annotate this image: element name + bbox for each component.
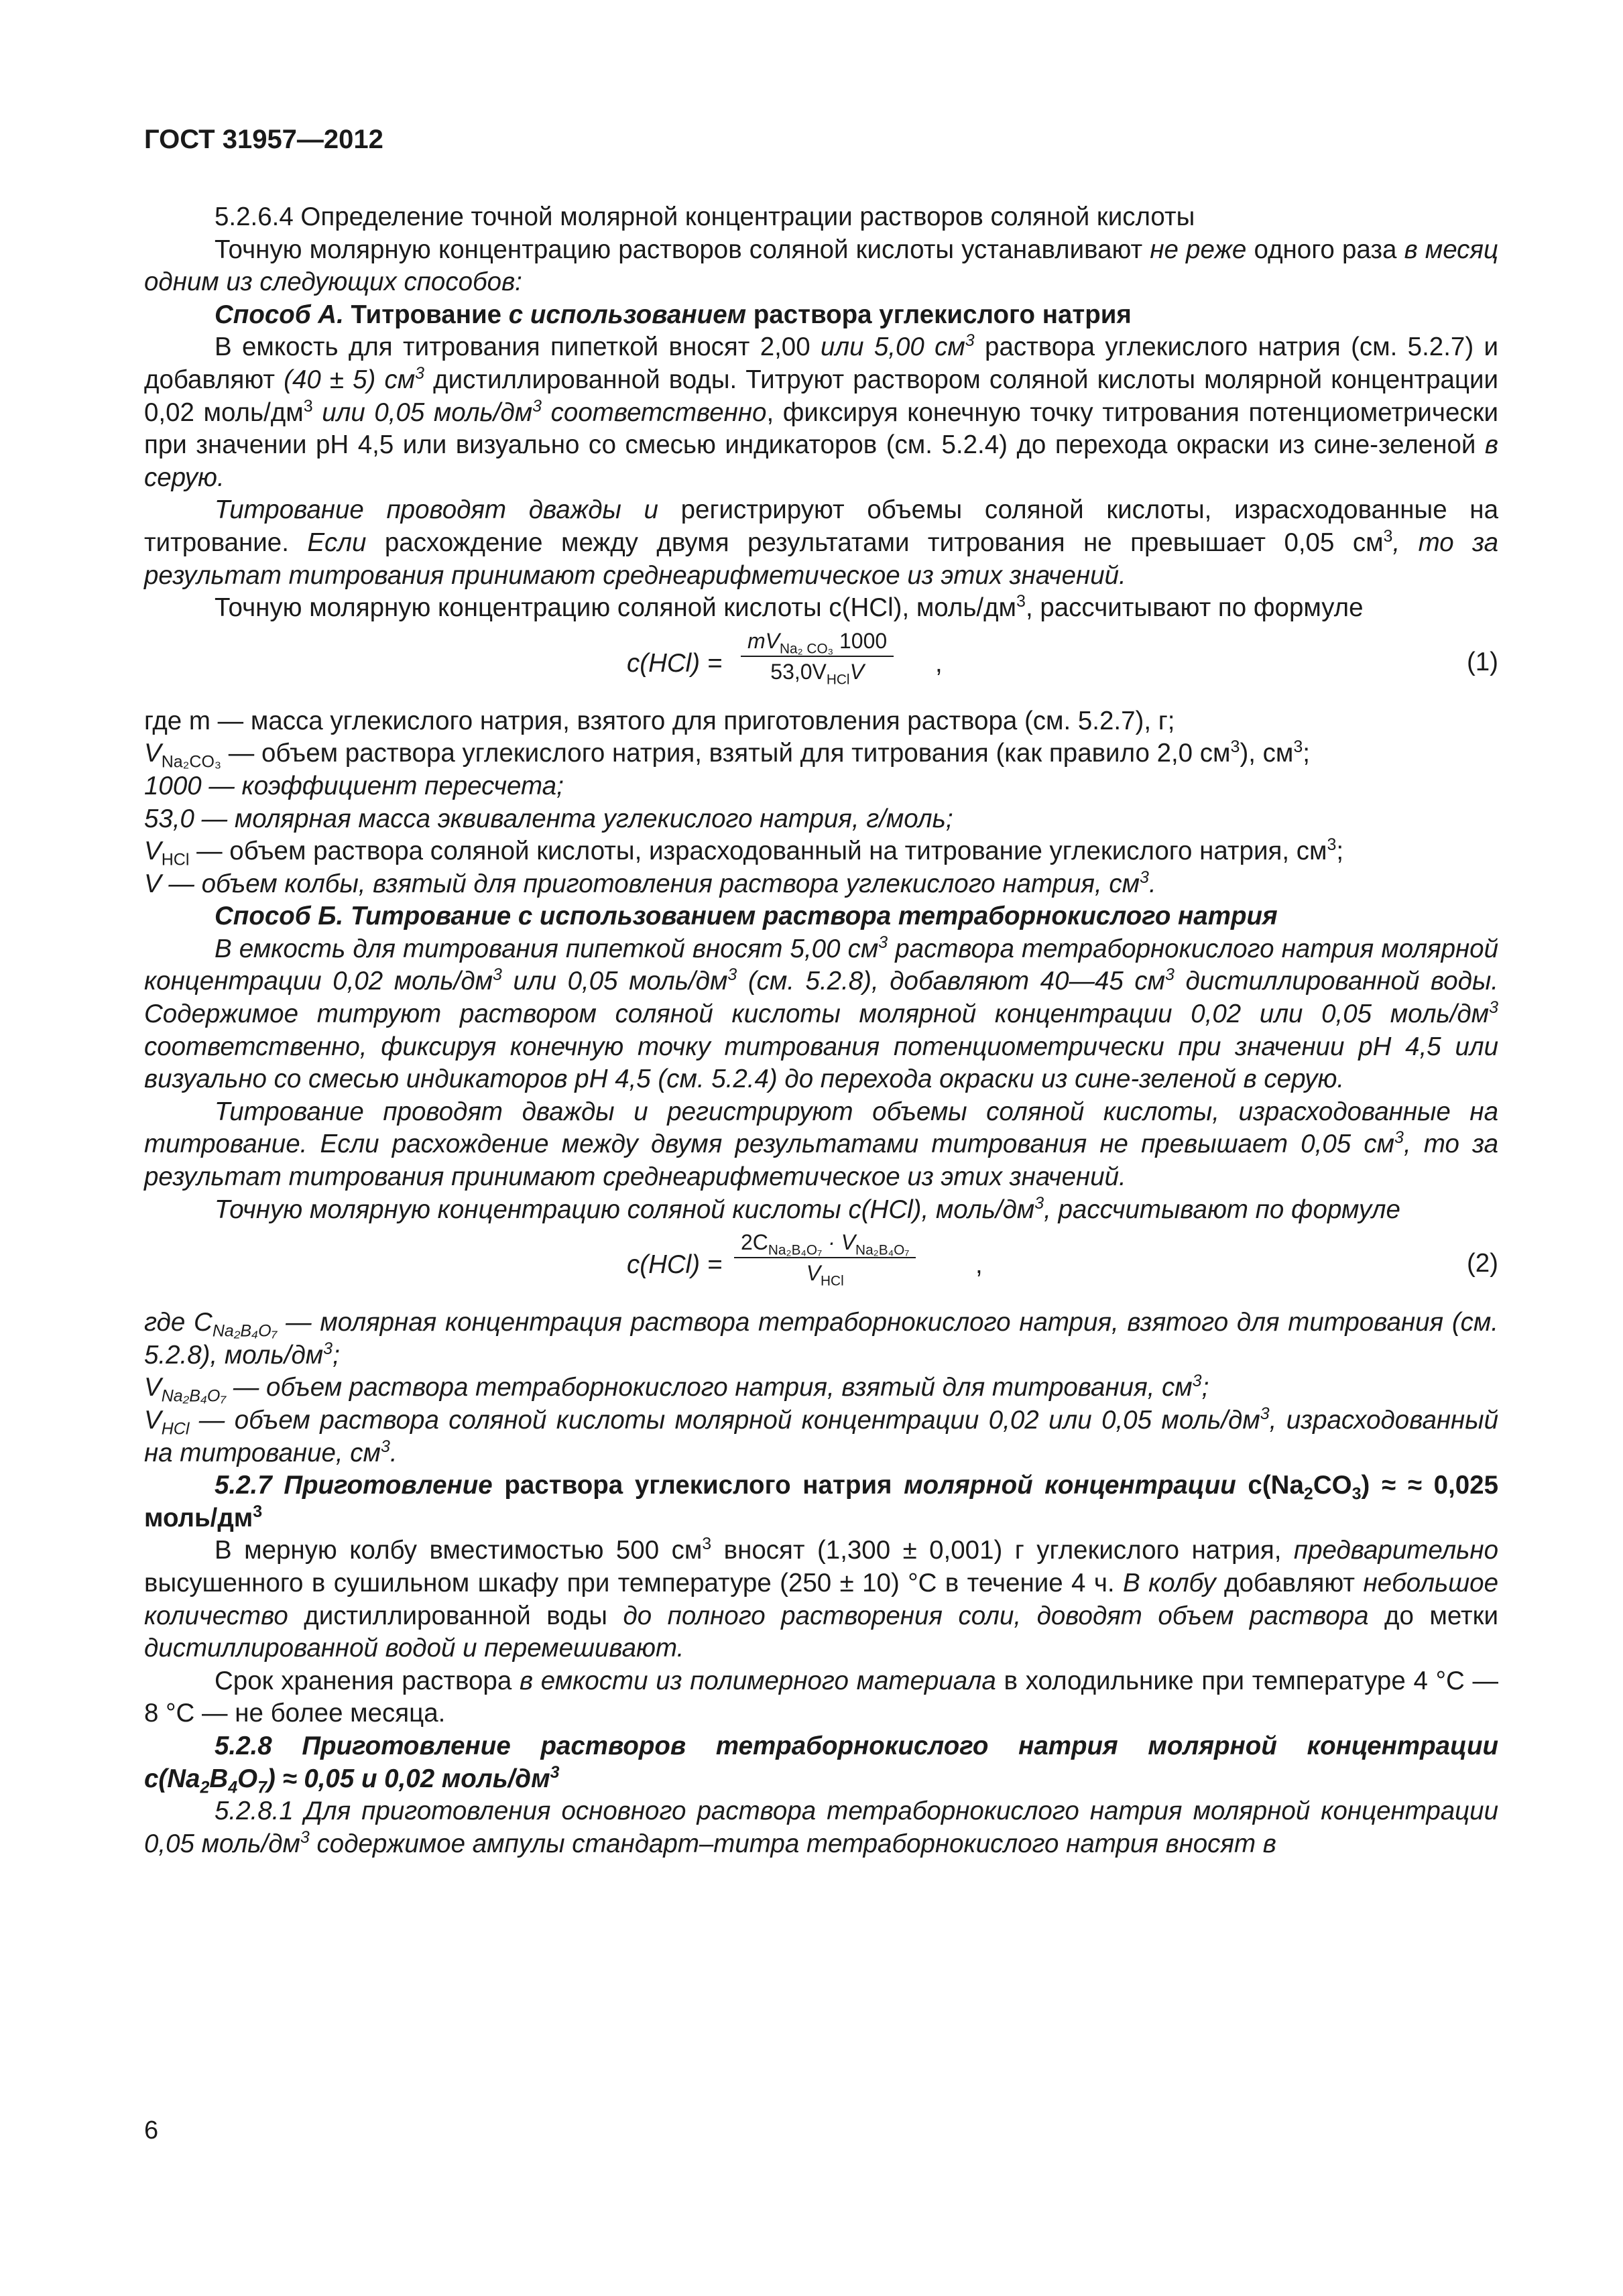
method-a-title: Способ А. Титрование с использованием раствора углекислого натрия (215, 300, 1132, 329)
where-v: V — объем колбы, взятый для приготовления раствора углекислого натрия, $см^3$. (144, 867, 1156, 898)
method-b-title: Способ Б. Титрование с использованием раствора тетраборнокислого натрия (215, 902, 1278, 931)
formula-1-number: (1) (1466, 647, 1498, 676)
formula-2-number: (2) (1466, 1249, 1498, 1278)
document-body (144, 201, 1498, 1860)
where-vhcl-2: $V_{HCl}$ — объем раствора соляной кислоты молярной концентрации 0,02 или 0,05 моль/$дм^3$, израсходованный на титрование, $см^3$. (144, 1404, 1498, 1467)
page-number: 6 (144, 2116, 159, 2144)
method-a-procedure: В емкость для титрования пипеткой вносят 2,00 или 5,00 $см^3$ раствора углекислого натрия (см. 5.2.7) и добавляют (40 ± 5) $см^3$ дистиллированной воды. Титруют раствором соляной кислоты молярной концентрации 0,02 моль/$дм^3$ или 0,05 моль/$дм^3$ соответственно, фиксируя конечную точку титрования потенциометрически при значении рН 4,5 или визуально со смесью индикаторов (см. 5.2.4) до перехода окраски из сине-зеленой в серую. (144, 331, 1498, 492)
where-53: 53,0 — молярная масса эквивалента углекислого натрия, г/моль; (144, 804, 953, 833)
section-5281: 5.2.8.1 Для приготовления основного раствора тетраборнокислого натрия молярной концентрации 0,05 моль/$дм^3$ содержимое ампулы стандарт–титра тетраборнокислого натрия вносят в (144, 1797, 1498, 1858)
formula-1-fraction: $mV_{Na_2 CO_3}$ 1000 $53,0V_{HCl}V$ (741, 626, 894, 686)
where-vhcl: $V_{HCl}$ — объем раствора соляной кислоты, израсходованный на титрование углекислого натрия, $см^3$; (144, 835, 1344, 869)
formula-2-lhs: c(HCl) = (627, 1250, 723, 1280)
where-vna2b4o7: $V_{Na_2B_4O_7}$ — объем раствора тетраборнокислого натрия, взятый для титрования, $см^3$; (144, 1372, 1209, 1406)
paragraph-intro: Точную молярную концентрацию растворов соляной кислоты устанавливают не реже одного раза в месяц одним из следующих способов: (144, 235, 1499, 297)
section-527-title: 5.2.7 Приготовление раствора углекислого натрия молярной концентрации $c(Na_2CO_3)$ ≈ ≈ 0,025 моль/$дм^3$ (144, 1471, 1498, 1532)
method-a-formula-intro: Точную молярную концентрацию соляной кислоты c(HCl), моль/$дм^3$, рассчитывают по формуле (215, 592, 1364, 623)
method-b-repeat: Титрование проводят дважды и регистрируют объемы соляной кислоты, израсходованные на титрование. Если расхождение между двумя результатами титрования не превышает 0,05 $см^3$, то за результат титрования принимают среднеарифметическое из этих значений. (144, 1097, 1498, 1192)
formula-1-lhs: c(HCl) = (627, 648, 723, 678)
where-cna2b4o7: где $C_{Na_2B_4O_7}$ — молярная концентрация раствора тетраборнокислого натрия, взятого для титрования (см. 5.2.8), моль/$дм^3$; (144, 1308, 1498, 1370)
formula-1: c(HCl) = $mV_{Na_2 CO_3}$ 1000 $53,0V_{HCl}V$ , (1) (144, 625, 1498, 705)
method-b-procedure: В емкость для титрования пипеткой вносят 5,00 $см^3$ раствора тетраборнокислого натрия молярной концентрации 0,02 моль/$дм^3$ или 0,05 моль/$дм^3$ (см. 5.2.8), добавляют 40—45 $см^3$ дистиллированной воды. Содержимое титруют раствором соляной кислоты молярной концентрации 0,02 или 0,05 моль/$дм^3$ соответственно, фиксируя конечную точку титрования потенциометрически при значении рН 4,5 или визуально со смесью индикаторов рН 4,5 (см. 5.2.4) до перехода окраски из сине-зеленой в серую. (144, 933, 1498, 1094)
section-527-storage: Срок хранения раствора в емкости из полимерного материала в холодильнике при температуре 4 °С —8 °С — не более месяца. (144, 1666, 1499, 1728)
document-header: ГОСТ 31957—2012 (144, 125, 383, 154)
formula-2-fraction: $2C_{Na_2B_4O_7} \cdot V_{Na_2B_4O_7}$ $V_{HCl}$ (734, 1227, 916, 1288)
method-b-formula-intro: Точную молярную концентрацию соляной кислоты c(HCl), моль/$дм^3$, рассчитывают по формуле (215, 1193, 1400, 1224)
section-527-procedure: В мерную колбу вместимостью 500 $см^3$ вносят (1,300 ± 0,001) г углекислого натрия, предварительно высушенного в сушильном шкафу при температуре (250 ± 10) °С в течение 4 ч. В колбу добавляют небольшое количество дистиллированной воды до полного растворения соли, доводят объем раствора до метки дистиллированной водой и перемешивают. (144, 1534, 1499, 1663)
where-m: где m — масса углекислого натрия, взятого для приготовления раствора (см. 5.2.7), г; (144, 706, 1175, 735)
section-528-title: 5.2.8 Приготовление растворов тетраборнокислого натрия молярной концентрации $c(Na_2B_4O_7) \approx 0,05$ и 0,02 моль/$дм^3$ (144, 1731, 1498, 1797)
formula-2: c(HCl) = $2C_{Na_2B_4O_7} \cdot V_{Na_2B_4O_7}$ $V_{HCl}$ , (2) (144, 1226, 1498, 1307)
paragraph-5264-title: 5.2.6.4 Определение точной молярной концентрации растворов соляной кислоты (215, 202, 1195, 231)
where-1000: 1000 — коэффициент пересчета; (144, 771, 564, 800)
method-a-repeat: Титрование проводят дважды и регистрируют объемы соляной кислоты, израсходованные на титрование. Если расхождение между двумя результатами титрования не превышает 0,05 $см^3$, то за результат титрования принимают среднеарифметическое из этих значений. (144, 495, 1498, 590)
where-vna2co3: $V_{Na_2CO_3}$ — объем раствора углекислого натрия, взятый для титрования (как правило 2,0 $см^3$), $см^3$; (144, 737, 1310, 772)
